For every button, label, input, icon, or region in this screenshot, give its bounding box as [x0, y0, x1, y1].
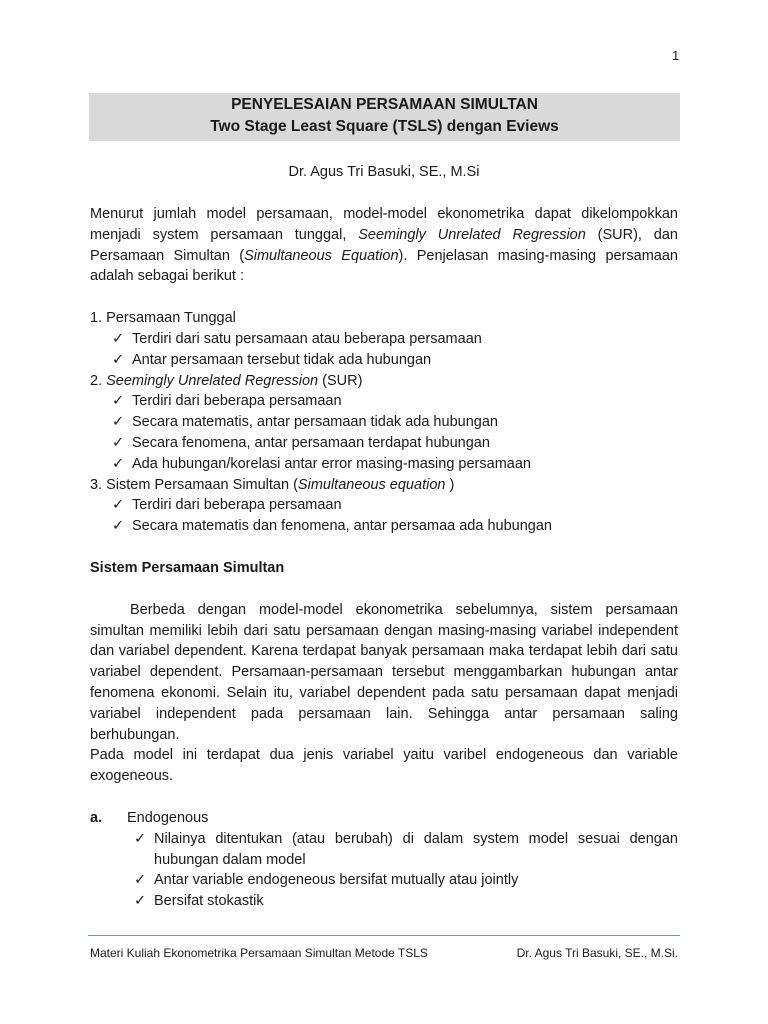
endogenous-check-list — [90, 829, 678, 912]
check-list-3 — [90, 495, 678, 537]
footer-course-title: Materi Kuliah Ekonometrika Persamaan Simultan Metode TSLS — [90, 946, 428, 960]
list-label-italic: Simultaneous equation — [297, 476, 446, 493]
intro-text-1: Menurut jumlah model persamaan, model-model ekonometrika dapat dikelompokkan menjadi system persamaan tunggal, — [90, 206, 678, 243]
section-paragraph-2: Pada model ini terdapat dua jenis variabel yaitu varibel endogeneous dan variable exogeneous. — [90, 747, 678, 785]
list-label: Sistem Persamaan Simultan ( — [106, 476, 298, 493]
list-label-italic: Seemingly Unrelated Regression — [106, 372, 319, 389]
check-item: ✓ Secara matematis dan fenomena, antar persamaa ada hubungan — [112, 516, 678, 537]
list-number: 2. — [90, 372, 107, 389]
list-number: 1. — [90, 310, 107, 327]
footer-divider — [88, 935, 680, 936]
list-item-1 — [90, 308, 678, 329]
check-item: ✓ Terdiri dari satu persamaan atau beberapa persamaan — [112, 329, 678, 350]
title-box — [89, 93, 680, 141]
check-item: ✓ Secara fenomena, antar persamaan terdapat hubungan — [112, 433, 678, 454]
list-item-3 — [90, 475, 678, 496]
intro-italic-1: Seemingly Unrelated Regression — [358, 226, 586, 243]
document-body — [90, 204, 678, 912]
endogenous-letter: a. — [90, 809, 103, 826]
checkmark-icon: ✓ — [112, 330, 125, 347]
checkmark-icon: ✓ — [134, 872, 147, 889]
list-label-suffix: (SUR) — [318, 372, 363, 389]
section-heading: Sistem Persamaan Simultan — [90, 559, 285, 576]
check-list-1 — [90, 329, 678, 371]
endogenous-label: Endogenous — [127, 809, 209, 826]
checkmark-icon: ✓ — [134, 893, 147, 910]
check-item: ✓ Bersifat stokastik — [134, 891, 678, 912]
check-item: ✓ Terdiri dari beberapa persamaan — [112, 495, 678, 516]
list-label-suffix: ) — [445, 476, 455, 493]
endogenous-heading — [90, 808, 678, 829]
intro-italic-2: Simultaneous Equation — [244, 247, 399, 264]
intro-text-2: (SUR), dan Persamaan Simultan ( — [90, 226, 678, 264]
check-item: ✓ Terdiri dari beberapa persamaan — [112, 391, 678, 412]
title-line-2: Two Stage Least Square (TSLS) dengan Eviews — [210, 118, 559, 135]
list-label: Persamaan Tunggal — [106, 310, 236, 327]
intro-text-3: ). Penjelasan masing-masing persamaan adalah sebagai berikut : — [90, 247, 678, 285]
check-item: ✓ Secara matematis, antar persamaan tidak ada hubungan — [112, 412, 678, 433]
checkmark-icon: ✓ — [112, 497, 125, 514]
check-item: ✓ Antar persamaan tersebut tidak ada hubungan — [112, 350, 678, 371]
section-paragraph-1: Berbeda dengan model-model ekonometrika sebelumnya, sistem persamaan simultan memiliki lebih dari satu persamaan dengan masing-masing variabel independent dan variabel dependent. Karena terdapat banyak persamaan maka terdapat lebih dari satu variabel dependent. Persamaan-persamaan tersebut menggambarkan hubungan antar fenomena ekonomi. Selain itu, variabel dependent pada satu persamaan dapat menjadi variabel independent pada persamaan lain. Sehingga antar persamaan saling berhubungan. — [90, 601, 678, 743]
checkmark-icon: ✓ — [112, 434, 125, 451]
check-item: ✓ Nilainya ditentukan (atau berubah) di dalam system model sesuai dengan hubungan dalam model — [134, 829, 678, 871]
checkmark-icon: ✓ — [112, 518, 125, 535]
checkmark-icon: ✓ — [112, 393, 125, 410]
check-list-2 — [90, 391, 678, 474]
list-item-2 — [90, 371, 678, 392]
checkmark-icon: ✓ — [112, 414, 125, 431]
title-line-1: PENYELESAIAN PERSAMAAN SIMULTAN — [231, 96, 538, 113]
list-number: 3. — [90, 476, 107, 493]
checkmark-icon: ✓ — [112, 455, 125, 472]
footer-author: Dr. Agus Tri Basuki, SE., M.Si. — [516, 946, 678, 960]
author: Dr. Agus Tri Basuki, SE., M.Si — [288, 164, 480, 180]
checkmark-icon: ✓ — [112, 351, 125, 368]
intro-paragraph — [90, 204, 678, 287]
page-number: 1 — [672, 48, 680, 63]
numbered-list — [90, 308, 678, 537]
check-item: ✓ Antar variable endogeneous bersifat mutually atau jointly — [134, 870, 678, 891]
checkmark-icon: ✓ — [134, 830, 147, 847]
check-item: ✓ Ada hubungan/korelasi antar error masing-masing persamaan — [112, 454, 678, 475]
